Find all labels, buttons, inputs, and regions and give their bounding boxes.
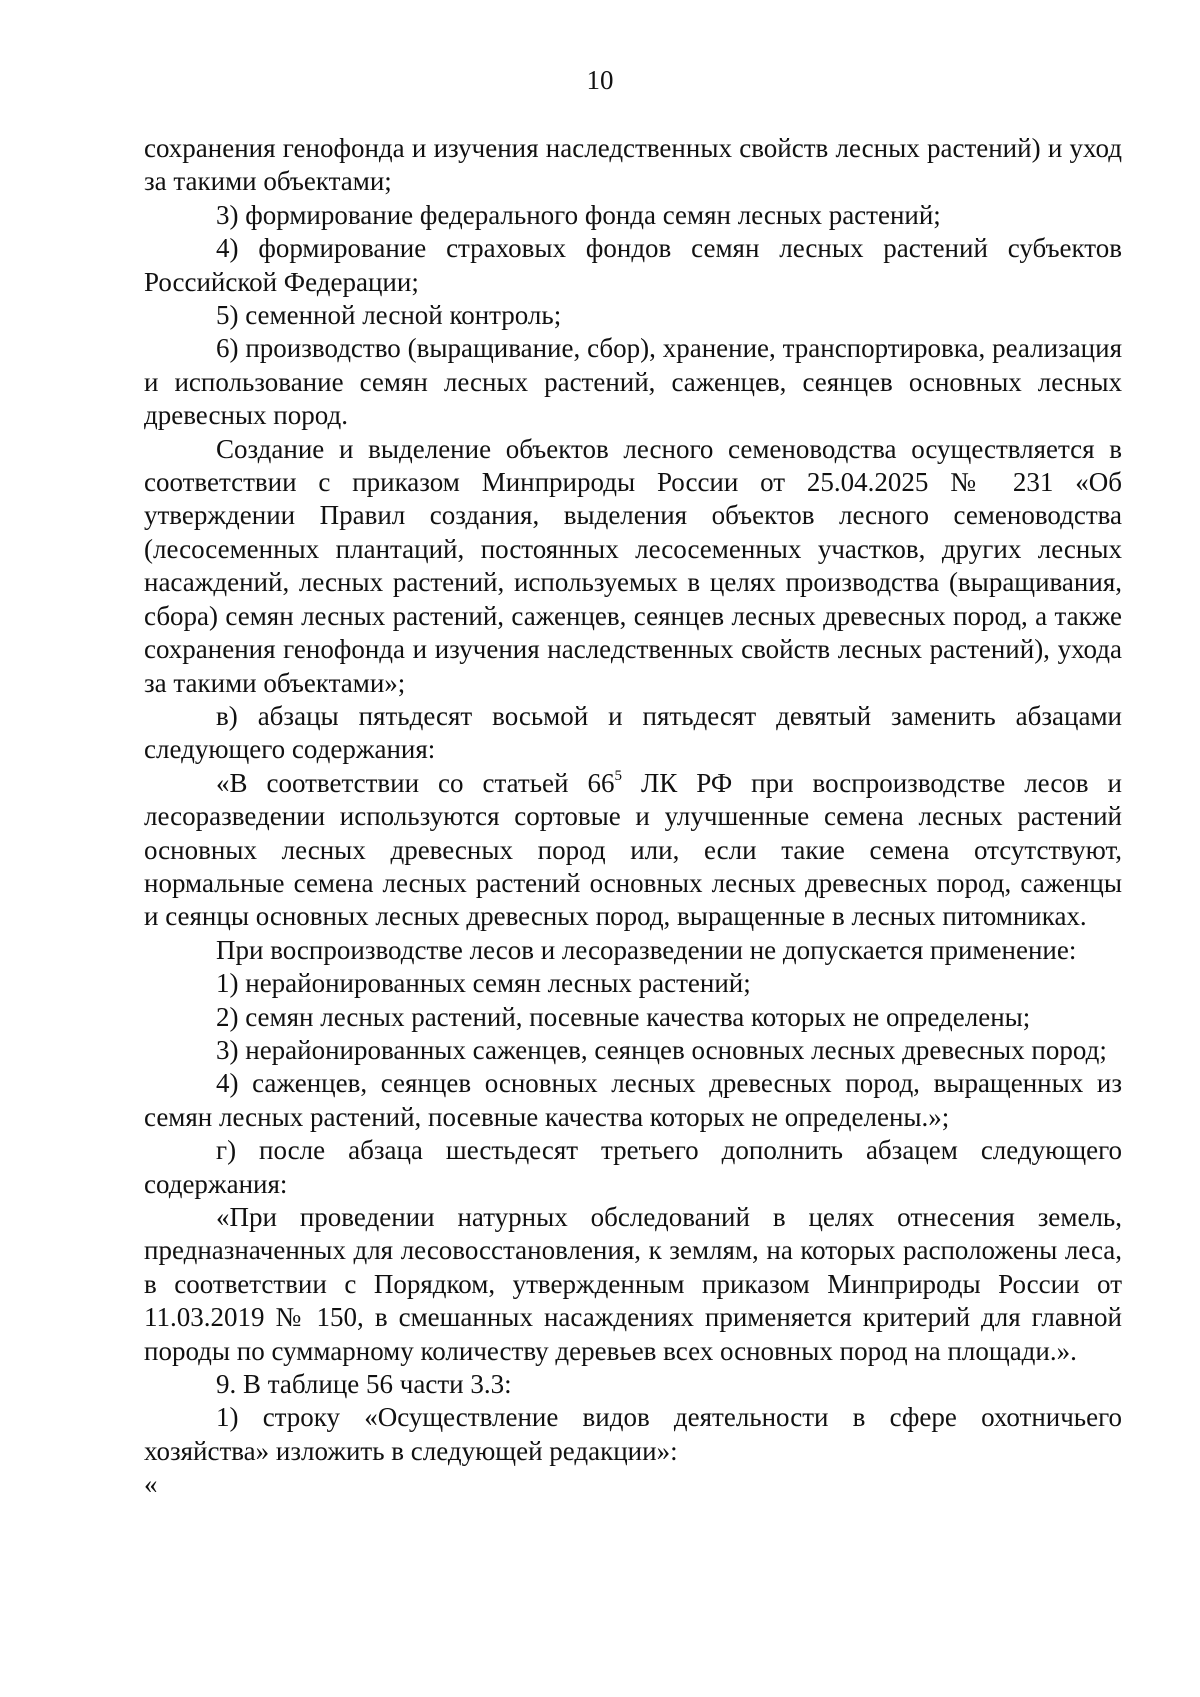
document-body <box>144 132 1122 1502</box>
paragraph-item-6: 6) производство (выращивание, сбор), хранение, транспортировка, реализация и использование семян лесных растений, саженцев, сеянцев основных лесных древесных пород. <box>144 333 1122 431</box>
paragraph-article-66-quote <box>144 767 1122 934</box>
paragraph-not-allowed-3: 3) нерайонированных саженцев, сеянцев основных лесных древесных пород; <box>216 1034 1107 1065</box>
paragraph-seed-objects-creation: Создание и выделение объектов лесного семеноводства осуществляется в соответствии с приказом Минприроды России от 25.04.2025 № 231 «Об утверждении Правил создания, выделения объектов лесного семеноводства (лесосеменных плантаций, постоянных лесосеменных участков, других лесных насаждений, лесных растений, используемых в целях производства (выращивания, сбора) семян лесных растений, саженцев, сеянцев лесных древесных пород, а также сохранения генофонда и изучения наследственных свойств лесных растений), ухода за такими объектами»; <box>144 433 1122 698</box>
paragraph-section-9: 9. В таблице 56 части 3.3: <box>216 1369 512 1400</box>
paragraph-not-allowed-2: 2) семян лесных растений, посевные качества которых не определены; <box>216 1001 1031 1032</box>
paragraph-item-g: г) после абзаца шестьдесят третьего дополнить абзацем следующего содержания: <box>144 1135 1122 1199</box>
paragraph-item-4: 4) формирование страховых фондов семян лесных растений субъектов Российской Федерации; <box>144 233 1122 297</box>
page-number: 10 <box>586 65 614 95</box>
paragraph-not-allowed-4: 4) саженцев, сеянцев основных лесных древесных пород, выращенных из семян лесных растений, посевные качества которых не определены.»; <box>144 1068 1122 1132</box>
paragraph-item-v: в) абзацы пятьдесят восьмой и пятьдесят девятый заменить абзацами следующего содержания: <box>144 700 1122 765</box>
paragraph-item-5: 5) семенной лесной контроль; <box>216 300 562 331</box>
article-66-text-end: ЛК РФ при воспроизводстве лесов и лесоразведении используются сортовые и улучшенные семена лесных растений основных лесных древесных пород или, если такие семена отсутствуют, нормальные семена лесных растений основных лесных древесных пород, саженцы и сеянцы основных лесных древесных пород, выращенные в лесных питомниках. <box>144 767 1122 932</box>
paragraph-continuation: сохранения генофонда и изучения наследственных свойств лесных растений) и уход за такими объектами; <box>144 133 1122 197</box>
paragraph-opening-quote: « <box>144 1469 158 1500</box>
paragraph-not-allowed-1: 1) нерайонированных семян лесных растений; <box>216 968 751 999</box>
paragraph-section-9-item-1: 1) строку «Осуществление видов деятельности в сфере охотничьего хозяйства» изложить в следующей редакции»: <box>144 1402 1122 1466</box>
paragraph-field-survey-quote: «При проведении натурных обследований в целях отнесения земель, предназначенных для лесовосстановления, к землям, на которых расположены леса, в соответствии с Порядком, утвержденным приказом Минприроды России от 11.03.2019 № 150, в смешанных насаждениях применяется критерий для главной породы по суммарному количеству деревьев всех основных пород на площади.». <box>144 1202 1122 1366</box>
article-66-superscript: 5 <box>614 767 622 784</box>
paragraph-not-allowed-intro: При воспроизводстве лесов и лесоразведении не допускается применение: <box>216 934 1077 965</box>
article-66-text-start: «В соответствии со статьей 66 <box>216 767 615 798</box>
paragraph-item-3: 3) формирование федерального фонда семян лесных растений; <box>216 199 941 230</box>
